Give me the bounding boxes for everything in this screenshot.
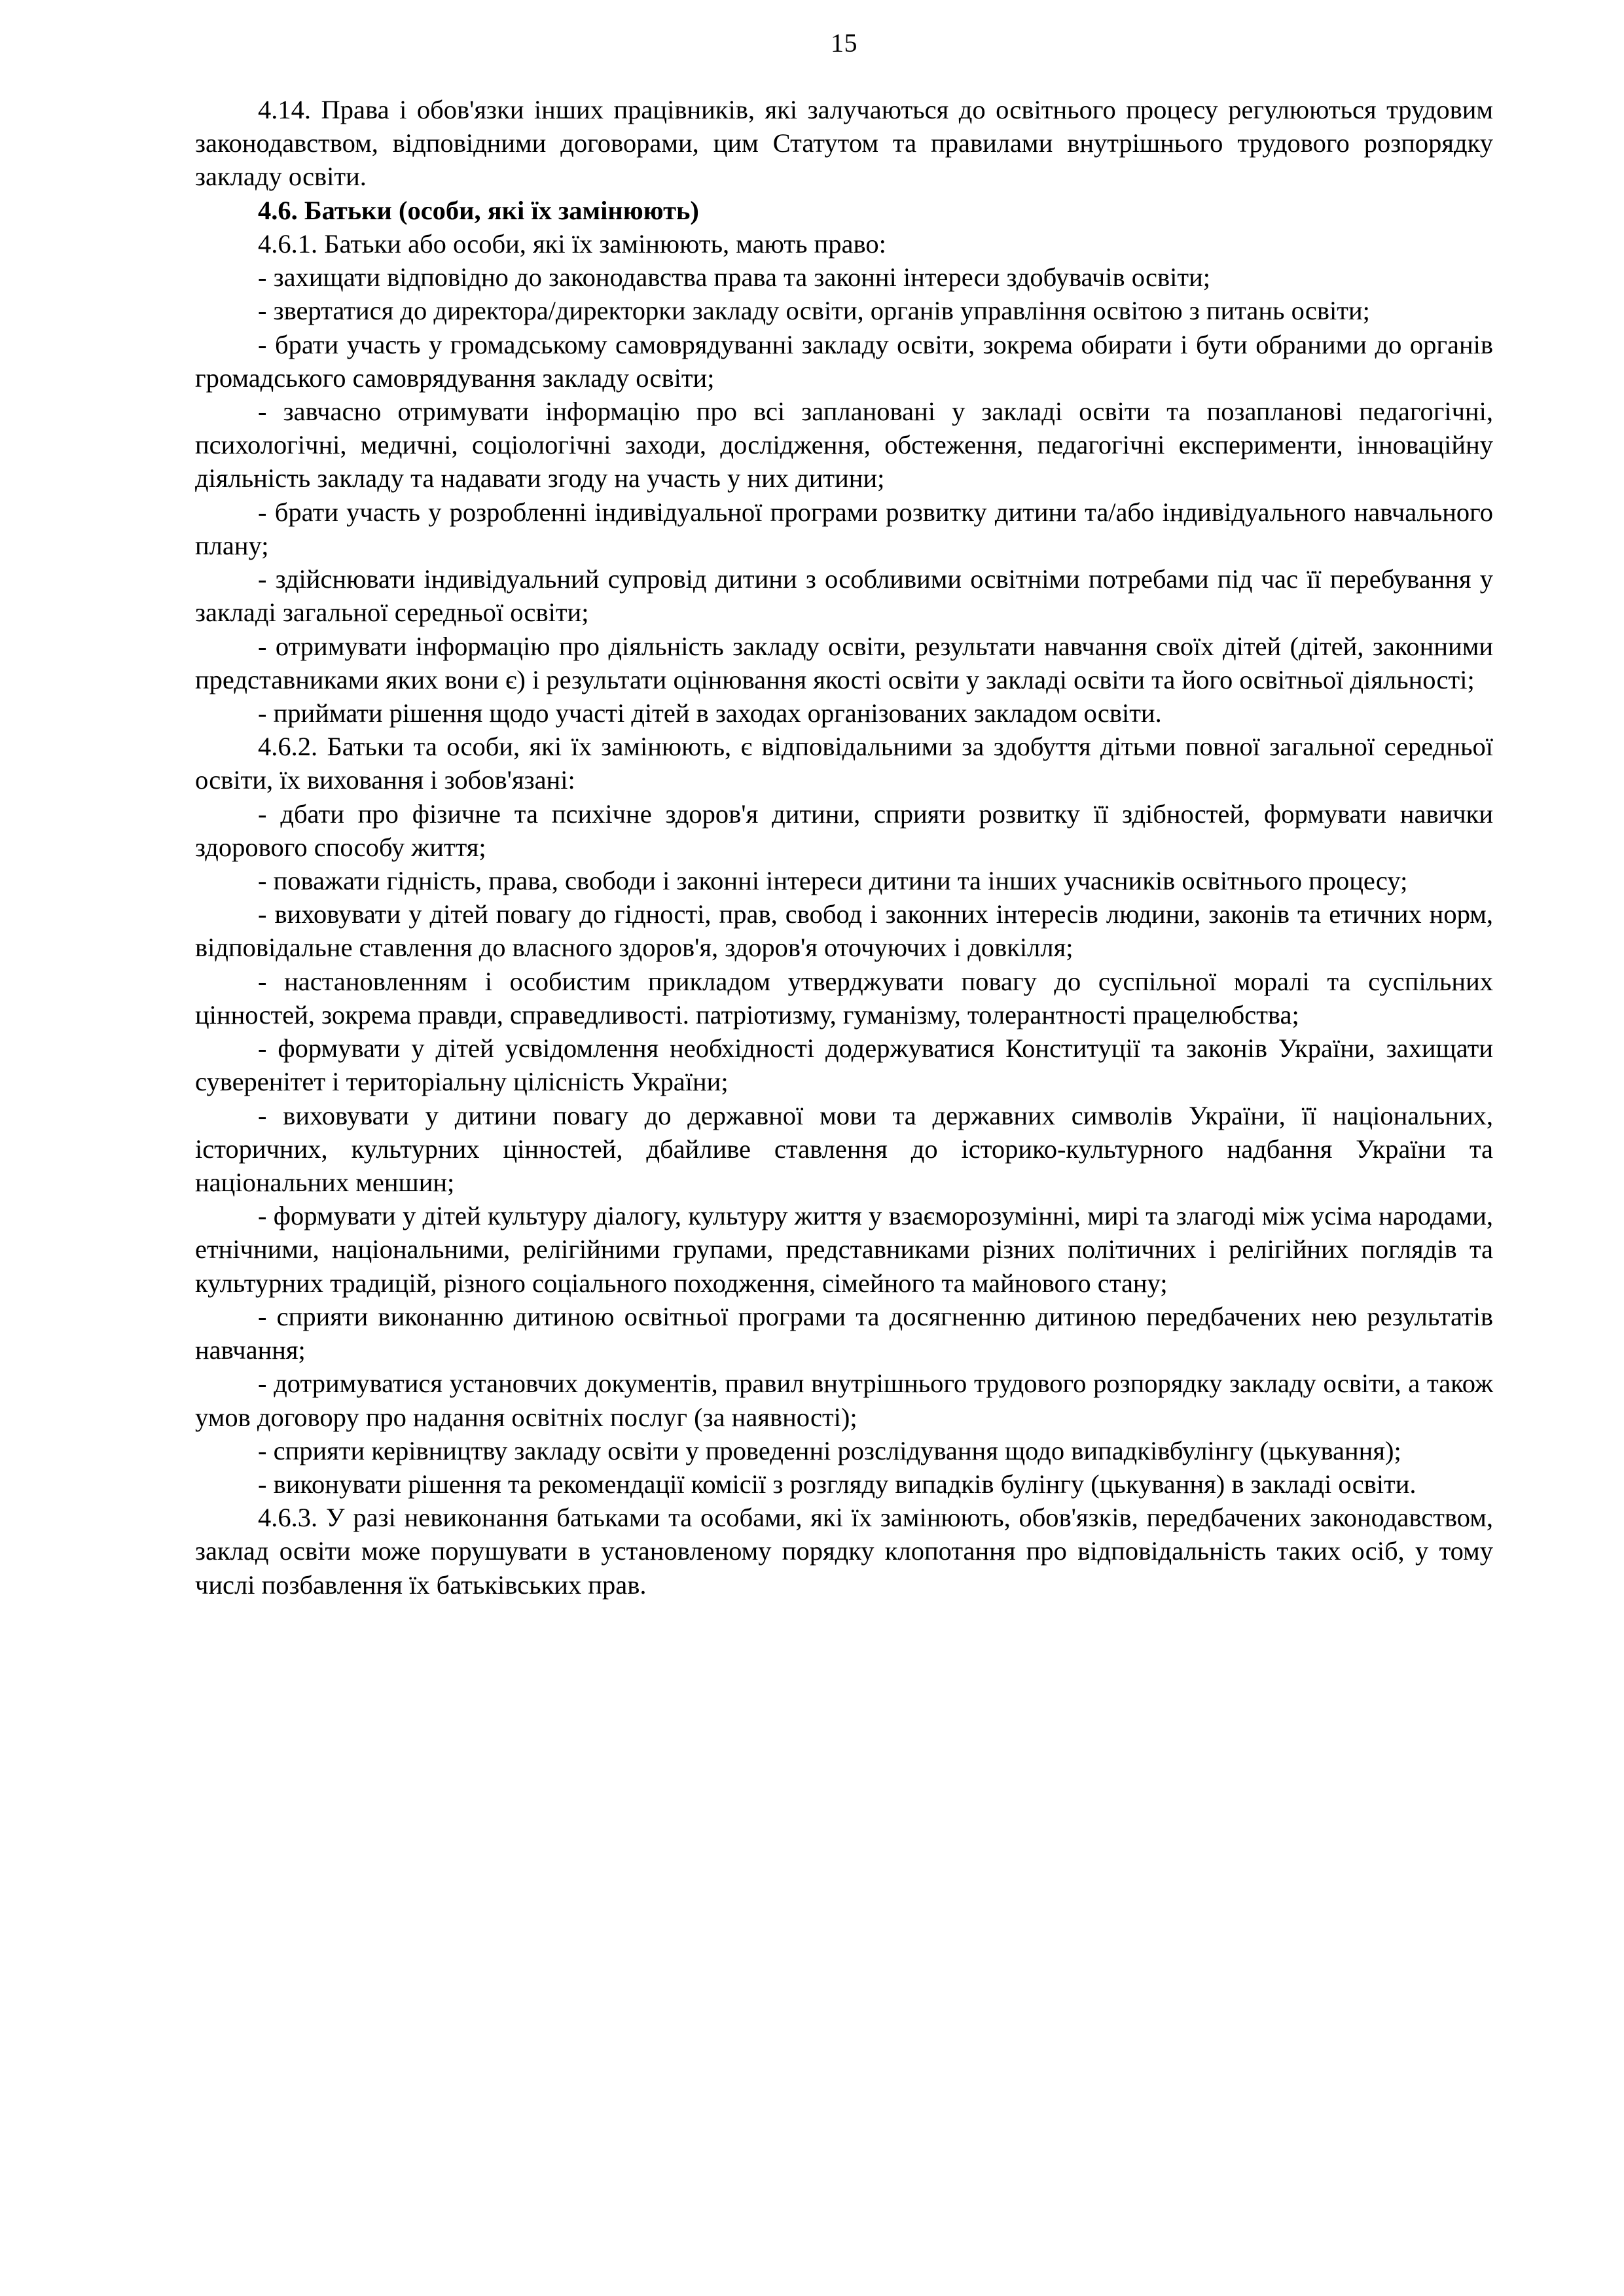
list-item-duties-4: - настановленням і особистим прикладом утверджувати повагу до суспільної моралі та суспільних цінностей, зокрема правди, справедливості. патріотизму, гуманізму, толерантності працелюбства; [195,966,1493,1030]
paragraph-4-6-1: 4.6.1. Батьки або особи, які їх замінюють, мають право: [258,228,886,259]
list-item-duties-3: - виховувати у дітей повагу до гідності, прав, свобод і законних інтересів людини, законів та етичних норм, відповідальне ставлення до власного здоров'я, здоров'я оточуючих і довкілля; [195,899,1493,963]
list-item-duties-11: - виконувати рішення та рекомендації комісії з розгляду випадків булінгу (цькування) в закладі освіти. [258,1469,1416,1499]
document-body [195,93,1493,1602]
list-item-duties-2: - поважати гідність, права, свободи і законні інтереси дитини та інших учасників освітнього процесу; [258,866,1408,896]
paragraph-4-6-2: 4.6.2. Батьки та особи, які їх замінюють, є відповідальними за здобуття дітьми повної загальної середньої освіти, їх виховання і зобов'язані: [195,732,1493,795]
list-item-rights-7: - отримувати інформацію про діяльність закладу освіти, результати навчання своїх дітей (дітей, законними представниками яких вони є) і результати оцінювання якості освіти у закладі освіти та його освітньої діяльності; [195,631,1493,694]
list-item-duties-10: - сприяти керівництву закладу освіти у проведенні розслідування щодо випадківбулінгу (цькування); [258,1435,1401,1465]
list-item-rights-1: - захищати відповідно до законодавства права та законні інтереси здобувачів освіти; [258,262,1211,293]
list-item-rights-2: - звертатися до директора/директорки закладу освіти, органів управління освітою з питань освіти; [258,296,1370,326]
heading-4-6: 4.6. Батьки (особи, які їх замінюють) [258,195,699,225]
paragraph-4-14: 4.14. Права і обов'язки інших працівників, які залучаються до освітнього процесу регулюються трудовим законодавством, відповідними договорами, цим Статутом та правилами внутрішнього трудового розпорядку закладу освіти. [195,95,1493,192]
list-item-rights-6: - здійснювати індивідуальний супровід дитини з особливими освітніми потребами під час її перебування у закладі загальної середньої освіти; [195,564,1493,628]
list-item-rights-4: - завчасно отримувати інформацію про всі заплановані у закладі освіти та позапланові педагогічні, психологічні, медичні, соціологічні заходи, дослідження, обстеження, педагогічні експерименти, інноваційну діяльність закладу та надавати згоду на участь у них дитини; [195,396,1493,493]
list-item-duties-1: - дбати про фізичне та психічне здоров'я дитини, сприяти розвитку її здібностей, формувати навички здорового способу життя; [195,798,1493,862]
page-number: 15 [831,28,857,58]
list-item-rights-3: - брати участь у громадському самоврядуванні закладу освіти, зокрема обирати і бути обраними до органів громадського самоврядування закладу освіти; [195,329,1493,393]
list-item-duties-8: - сприяти виконанню дитиною освітньої програми та досягненню дитиною передбачених нею результатів навчання; [195,1301,1493,1365]
list-item-rights-8: - приймати рішення щодо участі дітей в заходах організованих закладом освіти. [258,698,1162,728]
list-item-duties-5: - формувати у дітей усвідомлення необхідності додержуватися Конституції та законів України, захищати суверенітет і територіальну цілісність України; [195,1033,1493,1097]
list-item-duties-6: - виховувати у дитини повагу до державної мови та державних символів України, її національних, історичних, культурних цінностей, дбайливе ставлення до історико-культурного надбання України та національних меншин; [195,1100,1493,1197]
list-item-duties-7: - формувати у дітей культуру діалогу, культуру життя у взаєморозумінні, мирі та злагоді між усіма народами, етнічними, національними, релігійними групами, представниками різних політичних і релігійних поглядів та культурних традицій, різного соціального походження, сімейного та майнового стану; [195,1201,1493,1298]
list-item-rights-5: - брати участь у розробленні індивідуальної програми розвитку дитини та/або індивідуального навчального плану; [195,497,1493,560]
list-item-duties-9: - дотримуватися установчих документів, правил внутрішнього трудового розпорядку закладу освіти, а також умов договору про надання освітніх послуг (за наявності); [195,1369,1493,1432]
paragraph-4-6-3: 4.6.3. У разі невиконання батьками та особами, які їх замінюють, обов'язків, передбачених законодавством, заклад освіти може порушувати в установленому порядку клопотання про відповідальність таких осіб, у тому числі позбавлення їх батьківських прав. [195,1503,1493,1600]
